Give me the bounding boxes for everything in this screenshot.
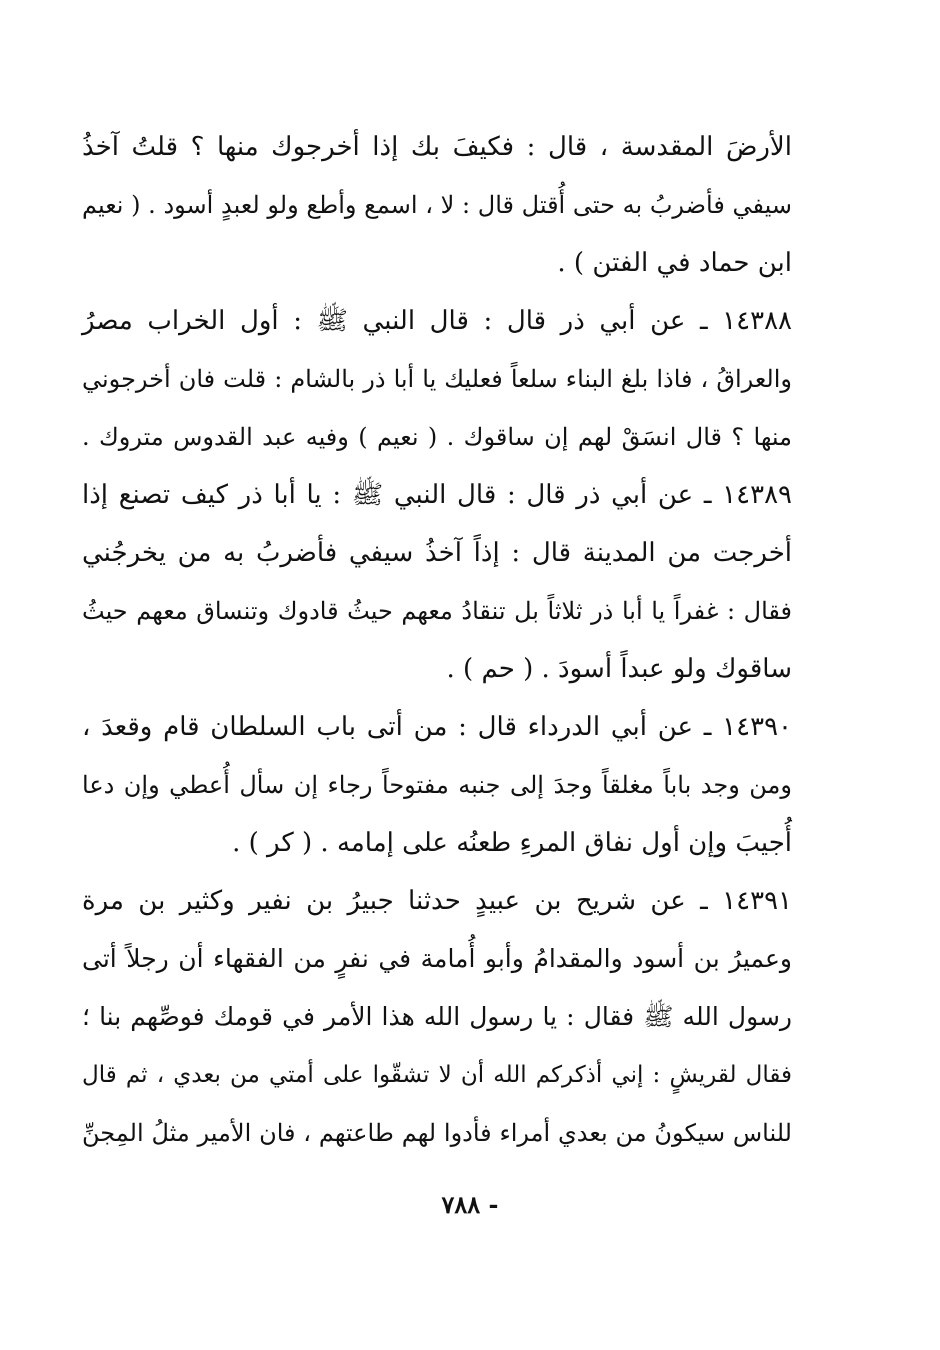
body-text: [82, 118, 792, 1162]
text-line: ١٤٣٨٩ ـ عن أبي ذر قال : قال النبي ﷺ : يا أبا ذر كيف تصنع إذا: [82, 480, 792, 510]
text-line: الأرضَ المقدسة ، قال : فكيفَ بك إذا أخرجوك منها ؟ قلتُ آخذُ: [82, 132, 792, 162]
text-line: ١٤٣٨٨ ـ عن أبي ذر قال : قال النبي ﷺ : أول الخراب مصرُ: [82, 306, 792, 336]
text-line: فقال : غفراً يا أبا ذر ثلاثاً بل تنقادُ معهم حيثُ قادوك وتنساق معهم حيثُ: [82, 597, 792, 625]
text-line: أخرجت من المدينة قال : إذاً آخذُ سيفي فأضربُ به من يخرجُني: [82, 538, 792, 568]
text-line: ١٤٣٩٠ ـ عن أبي الدرداء قال : من أتى باب السلطان قام وقعدَ ،: [82, 712, 792, 742]
text-line: ساقوك ولو عبداً أسودَ . ( حم ) .: [446, 654, 792, 684]
page-number: - ٧٨٨: [441, 1190, 499, 1219]
text-line: منها ؟ قال انسَقْ لهم إن ساقوك . ( نعيم ) وفيه عبد القدوس متروك .: [82, 423, 792, 451]
text-line: فقال لقريشٍ : إني أذكركم الله أن لا تشقّوا على أمتي من بعدي ، ثم قال: [82, 1062, 792, 1088]
text-line: سيفي فأضربُ به حتى أُقتل قال : لا ، اسمع وأطع ولو لعبدٍ أسود . ( نعيم: [82, 191, 792, 219]
text-line: رسول الله ﷺ فقال : يا رسول الله هذا الأمر في قومك فوصِّهم بنا ؛: [82, 1002, 792, 1031]
text-line: ومن وجد باباً مغلقاً وجدَ إلى جنبه مفتوحاً رجاء إن سأل أُعطي وإن دعا: [82, 771, 792, 799]
text-line: ابن حماد في الفتن ) .: [557, 248, 792, 278]
text-line: أُجيبَ وإن أول نفاق المرءِ طعنُه على إمامه . ( كر ) .: [232, 828, 792, 858]
text-line: والعراقُ ، فاذا بلغ البناء سلعاً فعليك يا أبا ذر بالشام : قلت فان أخرجوني: [82, 365, 792, 393]
text-line: وعميرُ بن أسود والمقدامُ وأبو أُمامة في نفرٍ من الفقهاء أن رجلاً أتى: [82, 944, 792, 973]
text-line: للناس سيكونُ من بعدي أمراء فأدوا لهم طاعتهم ، فان الأمير مثلُ المِجنِّ: [82, 1119, 792, 1147]
text-line: ١٤٣٩١ ـ عن شريح بن عبيدٍ حدثنا جبيرُ بن نفير وكثير بن مرة: [82, 886, 792, 916]
